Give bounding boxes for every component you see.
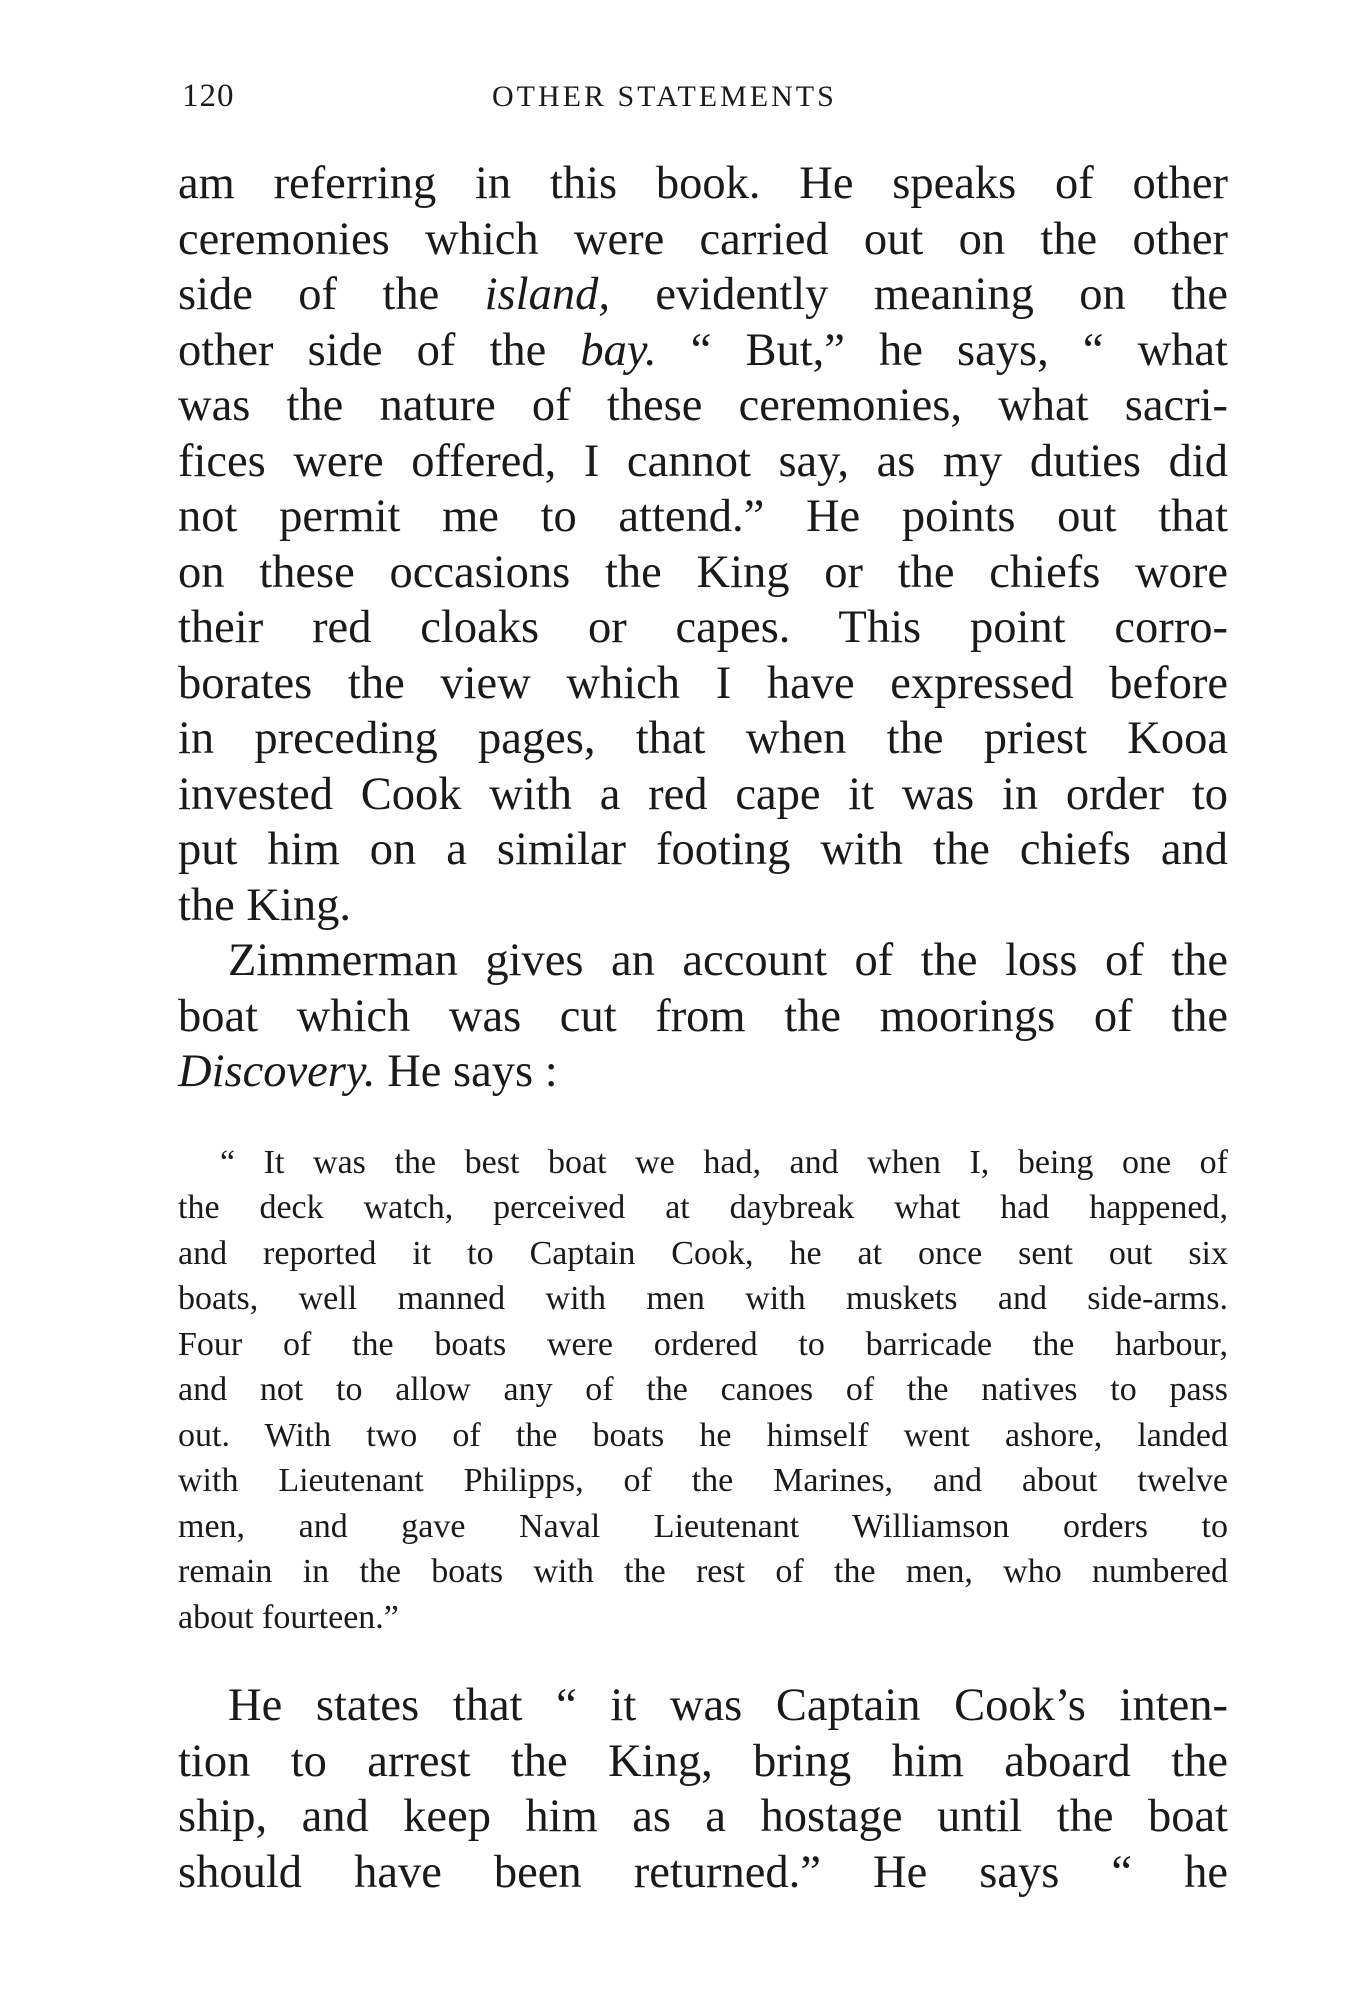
text-line: Discovery. He says : (178, 1046, 558, 1097)
text-line: put him on a similar footing with the chiefs and (178, 824, 1228, 875)
quote-line: boats, well manned with men with muskets and side-arms. (178, 1280, 1228, 1317)
text-line: their red cloaks or capes. This point corro- (178, 602, 1228, 653)
text-line: tion to arrest the King, bring him aboard the (178, 1735, 1228, 1787)
paragraph-3 (178, 1678, 1228, 1900)
text-line: am referring in this book. He speaks of other (178, 158, 1228, 209)
text-line: He states that “ it was Captain Cook’s inten- (228, 1680, 1228, 1731)
quote-line: “ It was the best boat we had, and when I, being one of (220, 1143, 1228, 1181)
quote-line: remain in the boats with the rest of the men, who numbered (178, 1553, 1228, 1590)
text-line: should have been returned.” He says “ he (178, 1846, 1228, 1898)
text-line: on these occasions the King or the chiefs wore (178, 546, 1228, 598)
quote-line: and not to allow any of the canoes of the natives to pass (178, 1371, 1228, 1408)
quote-line: about fourteen.” (178, 1598, 399, 1636)
text-line: Zimmerman gives an account of the loss of the (228, 935, 1228, 986)
quote-line: Four of the boats were ordered to barricade the harbour, (178, 1325, 1228, 1363)
paragraph-2 (178, 933, 1228, 1100)
quote-line: the deck watch, perceived at daybreak what had happened, (178, 1189, 1228, 1226)
quote-line: and reported it to Captain Cook, he at once sent out six (178, 1234, 1228, 1272)
running-head (178, 78, 1228, 118)
text-line: was the nature of these ceremonies, what sacri- (178, 380, 1228, 431)
text-line: borates the view which I have expressed before (178, 657, 1228, 709)
block-quote (178, 1140, 1228, 1641)
page-number: 120 (182, 78, 235, 114)
text-line: invested Cook with a red cape it was in order to (178, 768, 1228, 820)
text-line: boat which was cut from the moorings of the (178, 990, 1228, 1042)
page-body (178, 156, 1228, 1900)
text-line: in preceding pages, that when the priest Kooa (178, 713, 1228, 764)
quote-line: with Lieutenant Philipps, of the Marines, and about twelve (178, 1462, 1228, 1499)
text-line: ship, and keep him as a hostage until the boat (178, 1791, 1228, 1842)
text-line: fices were offered, I cannot say, as my duties did (178, 435, 1228, 487)
text-line: the King. (178, 879, 352, 931)
quote-line: men, and gave Naval Lieutenant Williamson orders to (178, 1507, 1228, 1545)
text-line: side of the island, evidently meaning on the (178, 269, 1228, 320)
running-title: OTHER STATEMENTS (492, 80, 837, 113)
text-line: ceremonies which were carried out on the other (178, 213, 1228, 265)
paragraph-1 (178, 156, 1228, 933)
quote-line: out. With two of the boats he himself went ashore, landed (178, 1416, 1228, 1454)
text-line: other side of the bay. “ But,” he says, “ what (178, 324, 1228, 376)
text-line: not permit me to attend.” He points out that (178, 491, 1228, 542)
